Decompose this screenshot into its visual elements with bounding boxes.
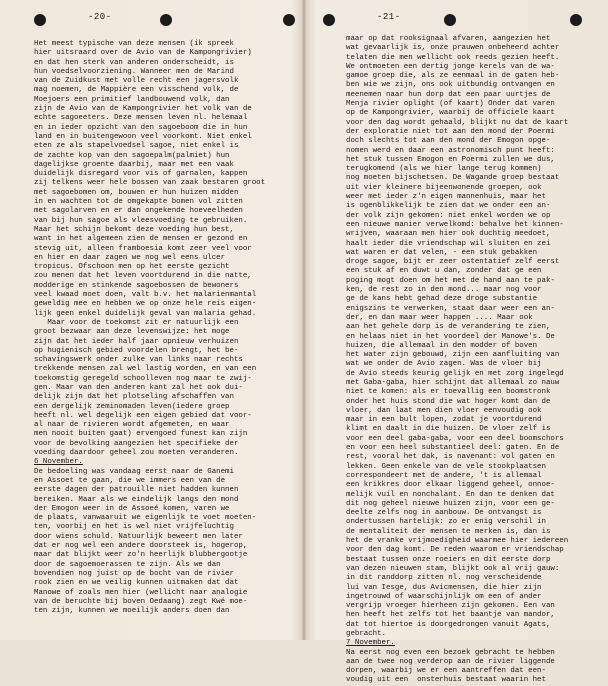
text-line: deelte zelfs nog in aanbouw. De ontvangst is xyxy=(346,509,542,518)
text-line: Maar voor de toekomst zit er natuurlijk een xyxy=(34,318,239,327)
text-line: ben wie we zijn, ons ook uitbundig ontvangen en xyxy=(346,81,555,90)
text-line: lui van Iesge, dus Avicmensen, die hier zijn xyxy=(346,583,542,592)
text-line: veel kwaad moet doen, valt b.v. het malarienmantal xyxy=(34,291,257,300)
text-line: Manowe of zoals men hier (wellicht naar analogie xyxy=(34,588,248,597)
text-line: droge sagoe, bijt er zeer ostentatief zelf eerst xyxy=(346,258,560,267)
text-line: de plaats, vanwaaruit we eigenlijk te voet moeten- xyxy=(34,514,257,523)
text-line: maar dat blijkt weer zo'n heerlijk blubbergootje xyxy=(34,551,248,560)
text-line: enigszins te verwerken, staat daar weer een an- xyxy=(346,304,555,313)
text-line: dagelijkse groente daarbij, maar met een vaak xyxy=(34,160,234,169)
text-line: het stuk tussen Emogon en Poermi zullen we dus, xyxy=(346,155,555,164)
text-line: het de vranke vrijmoedigheid waarmee hier iedereen xyxy=(346,537,569,546)
text-line: maar in een bult lopen, zodat je voortdurend xyxy=(346,416,542,425)
text-line: geweldig mee en hebben we op onze hele reis eigen- xyxy=(34,300,257,309)
text-line: door wiens schuld. Natuurlijk beweert men later xyxy=(34,532,243,541)
text-line: correspondeert met de andere, 't is allemaal xyxy=(346,471,542,480)
text-line: ingetrouwd of waarschijnlijk om een of ander xyxy=(346,592,542,601)
text-line: zou menen dat het leven voortdurend in die natte, xyxy=(34,272,252,281)
text-line: zijn de Avio van de Kampongrivier het volk van de xyxy=(34,105,252,114)
text-line: dat er nog wel een andere doorsteek is, hogerop, xyxy=(34,542,248,551)
text-line: eten ze als stapelvoedsel sagoe, niet enkel is xyxy=(34,142,239,151)
text-line: en voor een heel substantieel deel: gaten. En de xyxy=(346,444,560,453)
text-line: terugkomend (als we hier lange terug kommen) xyxy=(346,165,542,174)
text-line: rook zien en we veilig kunnen uitmaken dat dat xyxy=(34,579,239,588)
text-line: een nieuwe manier verwelkomd: behalve het kinnen- xyxy=(346,220,564,229)
text-line: toekomstig geregeld schoolleven nog maar te zwij- xyxy=(34,374,252,383)
text-line: de mentaliteit der mensen te merken is, dan is xyxy=(346,527,551,536)
text-line: der Emogon weer in de Assoeé komen, varen we xyxy=(34,504,230,513)
text-line: voor de bevolking aangezien het specifieke der xyxy=(34,439,239,448)
text-line: ge de kans hebt gehad deze droge substantie xyxy=(346,295,538,304)
text-line: voor den dag komt. De reden waarom er vriendschap xyxy=(346,546,564,555)
text-line: men nooit buiten gaat) ervengoed funest kan zijn xyxy=(34,430,248,439)
right-page xyxy=(305,0,608,685)
text-line: is ogenblikkelijk te zien dat we onder een an- xyxy=(346,202,551,211)
text-line: al naar de rivieren wordt afgemeten, en waar xyxy=(34,421,230,430)
text-line: door de sagoemoerassen te zijn. Als we dan xyxy=(34,560,221,569)
text-line: aan het gehele dorp is de verandering te zien, xyxy=(346,323,551,332)
text-line: We ontmoeten een dertig jonge kerels van de wa- xyxy=(346,62,555,71)
text-line: gamoe groep die, als ze eenmaal in de gaten heb- xyxy=(346,72,560,81)
text-line: Menja rivier oplight (of kaart) Onder dat varen xyxy=(346,100,555,109)
text-line: duidelijk disregard voor vis of garnalen, kappen xyxy=(34,170,248,179)
text-line: in en wachten tot de omgekapte bomen vol zitten xyxy=(34,198,243,207)
text-line: dorpen, waarbij we er een aantreffen dat een- xyxy=(346,667,546,676)
text-line: der exploratie niet tot aan den mond der Poermi xyxy=(346,127,555,136)
page-number: -20- xyxy=(88,12,112,22)
text-line: wat gevaarlijk is, onze prauwen onbeheerd achter xyxy=(346,44,560,53)
punch-hole xyxy=(323,14,335,26)
text-line: ten, voorbij en het is wel niet vrijfeluchtig xyxy=(34,523,234,532)
text-line: heeft nl. wel degelijk een eigen gebied dat voor- xyxy=(34,411,252,420)
text-line: maar op dat rooksignaal afvaren, aangezien het xyxy=(346,35,551,43)
text-line: land en in buitengewoon veel voorkomt. Niet enkel xyxy=(34,132,252,141)
text-line: modderige en stinkende sagoebossen de bewoners xyxy=(34,281,239,290)
text-line: voor den dag wordt gehaald, blijkt nu dat de kaart xyxy=(346,118,569,127)
text-line: op hugienisch gebied voordelen brengt, het be- xyxy=(34,346,239,355)
text-line: hen heeft het zelfs tot het baantje van mandor, xyxy=(346,611,555,620)
text-line: telaten die men wellicht ook reeds gezien heeft. xyxy=(346,53,560,62)
text-line: dit nog geheel nieuwe huizen zijn, voor een ge- xyxy=(346,499,555,508)
text-line: bereiken. Maar als we eindelijk langs den mond xyxy=(34,495,239,504)
text-line: echte sagoeeters. Deze mensen leven nl. helemaal xyxy=(34,114,248,123)
text-line: stevig uit, alleen framboesia komt zeer veel voor xyxy=(34,244,252,253)
text-line: hun voedselvoorziening. Wanneer men de Marind xyxy=(34,67,234,76)
text-line: niet te komen: als er toevallig een boomstronk xyxy=(346,388,551,397)
text-line: ken, de rest zo in den mond... maar nog voor xyxy=(346,286,542,295)
text-line: tropicus. Ofschoon men op het eerste gezicht xyxy=(34,263,230,272)
text-line: dat tot hiertoe is doorgedrongen vanuit Agats, xyxy=(346,620,551,629)
text-line: uit vier kleinere bijeenwonende groepen, ook xyxy=(346,183,542,192)
text-line: eerste dagen der patrouille niet hadden kunnen xyxy=(34,486,239,495)
text-line: Moejoers een primitief landbouwend volk, dan xyxy=(34,95,230,104)
text-line: der volk zijn gekomen: niet enkel worden we op xyxy=(346,211,551,220)
page-body-text xyxy=(34,40,265,616)
text-line: der, en dan maar weer happen .... Maar ook xyxy=(346,313,533,322)
text-line: en dat hen sterk van anderen onderscheidt, is xyxy=(34,58,234,67)
text-line: huizen, die allemaal in den modder of boven xyxy=(346,341,538,350)
text-line: delijk zijn dat het plotseling afschaffen van xyxy=(34,393,234,402)
text-line: met sagoebomen om, bouwen er hun huizen midden xyxy=(34,188,239,197)
text-line: bovendien nog juist op de bocht van de rivier xyxy=(34,569,234,578)
date-heading: 6 November. xyxy=(34,458,83,467)
text-line: zijn dat het ieder half jaar opnieuw verhuizen xyxy=(34,337,239,346)
text-line: en Assoet te gaan, die we immers een van de xyxy=(34,476,226,485)
text-line: schavingswerk onder zulke van links naar rechts xyxy=(34,356,243,365)
text-line: gebracht. xyxy=(346,630,386,638)
text-line: gen. Maar van den anderen kant zal het ook dui- xyxy=(34,383,243,392)
text-line: van dezen nieuwen stam, blijkt ook al vrij gauw: xyxy=(346,564,560,573)
text-line: vergrijp vroeger hierheen zijn gekomen. Een van xyxy=(346,602,555,611)
text-line: ten zijn, kunnen we moeilijk anders doen dan xyxy=(34,607,230,616)
text-line: melijk vuil en nonchalant. En dan te denken dat xyxy=(346,490,555,499)
text-line: De bedoeling was vandaag eerst naar de Ganemi xyxy=(34,467,234,476)
punch-hole xyxy=(160,14,172,26)
text-line: het water zijn gebouwd, zijn een aanfluiting van xyxy=(346,351,560,360)
text-line: wat we onder de Avio zagen. Was de vloer bij xyxy=(346,360,542,369)
text-line: een dergelijk zeminomaden leven(iedere groep xyxy=(34,402,230,411)
text-line: en helaas niet in het voordeel der Manowe's. De xyxy=(346,332,555,341)
text-line: hier uitsraard over de Avio van de Kampongrivier) xyxy=(34,49,252,58)
text-line: voudig uit een onsterhuis bestaat waarin het xyxy=(346,676,546,685)
left-page xyxy=(0,0,303,640)
text-line: voor een deel gaba-gaba, voor een deel boomschors xyxy=(346,434,564,443)
text-line: nomen werd en daar een astronomisch punt heeft: xyxy=(346,146,555,155)
text-line: een krikkres door elkaar liggend geheel, onnoe- xyxy=(346,481,555,490)
page-body-text xyxy=(346,35,568,686)
text-line: ondertussen hartelijk: zo er enig verschil in xyxy=(346,518,546,527)
punch-hole xyxy=(34,14,46,26)
text-line: doch slechts tot aan den mond der Emogon opge- xyxy=(346,137,551,146)
text-line: de zachte kop van den sagoepalm(palmiet) hun xyxy=(34,151,230,160)
text-line: op de Kampongrivier, waarbij de officiele kaart xyxy=(346,109,555,118)
text-line: weer met ieder z'n eigen mannenhuis, maar het xyxy=(346,193,546,202)
text-line: onder het huis stond die wat hoger komt dan de xyxy=(346,397,551,406)
text-line: want in het algemeen zien de mensen er gezond en xyxy=(34,235,248,244)
text-line: een stuk af en duwt u dan, zonder dat ge een xyxy=(346,267,542,276)
text-line: van bij hun sagoe als vleesvoeding te gebruiken. xyxy=(34,216,248,225)
text-line: van de beruchte bij boven Oedaang) zegt Kwé moe- xyxy=(34,597,248,606)
text-line: Het meest typische van deze mensen (ik spreek xyxy=(34,40,234,48)
text-line: en in ieder opzicht van den sagoeboom die in hun xyxy=(34,123,248,132)
text-line: Maar het schijn bekomt deze voeding hun best, xyxy=(34,225,234,234)
text-line: trekkende mensen zal wel lastig worden, en van een xyxy=(34,365,257,374)
text-line: wat waren er dat velen, - een stuk gebakken xyxy=(346,248,538,257)
text-line: voeding daardoor geheel zou moeten veranderen. xyxy=(34,449,239,458)
text-line: mag noemen, de Mappière een visschend volk, de xyxy=(34,86,239,95)
text-line: rest, vooral het dak, is navenant: vol gaten en xyxy=(346,453,555,462)
text-line: de Avio steeds keurig gelijk en met zorg ingelegd xyxy=(346,369,564,378)
text-line: zij telkens weer hele bossen van zaak bestaren groot xyxy=(34,179,266,188)
text-line: bestaat tussen onze roeiers en dit eerste dorp xyxy=(346,555,551,564)
text-line: lijk geen enkel duidelijk geval van malaria gehad. xyxy=(34,309,257,318)
text-line: wrijven, waaraan men hier ook duchtig meedoet, xyxy=(346,230,551,239)
text-line: in dit randdorp zitten nl. nog verscheidende xyxy=(346,574,542,583)
text-line: met sagolarven en er dan ongekende hoeveelheden xyxy=(34,207,243,216)
text-line: klimt en daalt in die huizen. De vloer zelf is xyxy=(346,425,551,434)
text-line: lekken. Geen enkele van de vele stookplaatsen xyxy=(346,462,546,471)
punch-hole xyxy=(570,14,582,26)
text-line: en hier en daar zagen we nog wel eens ulcer xyxy=(34,253,226,262)
date-heading: 7 November. xyxy=(346,639,395,648)
punch-hole xyxy=(444,14,456,26)
text-line: vloer, dan laat men dien vloer eenvoudig ook xyxy=(346,406,542,415)
text-line: Na eerst nog even een bezoek gebracht te hebben xyxy=(346,648,555,657)
punch-hole xyxy=(283,14,295,26)
text-line: aan de twee nog verderop aan de rivier liggende xyxy=(346,657,555,666)
text-line: meenemen naar hun dorp dat een paar uurtjes de xyxy=(346,90,551,99)
text-line: nog moeten bijschetsen. De Wagande groep bestaat xyxy=(346,174,560,183)
text-line: van de Zuidkust met volle recht een jagersvolk xyxy=(34,77,239,86)
text-line: haalt ieder die vriendschap wil sluiten en zei xyxy=(346,239,551,248)
text-line: met Gaba-gaba, hier schijnt dat allemaal zo nauw xyxy=(346,378,560,387)
text-line: groot bezwaar aan deze levenswijze: het moge xyxy=(34,328,230,337)
page-number: -21- xyxy=(377,12,401,22)
text-line: poging mogt doen om het met de hand aan te pak- xyxy=(346,276,555,285)
